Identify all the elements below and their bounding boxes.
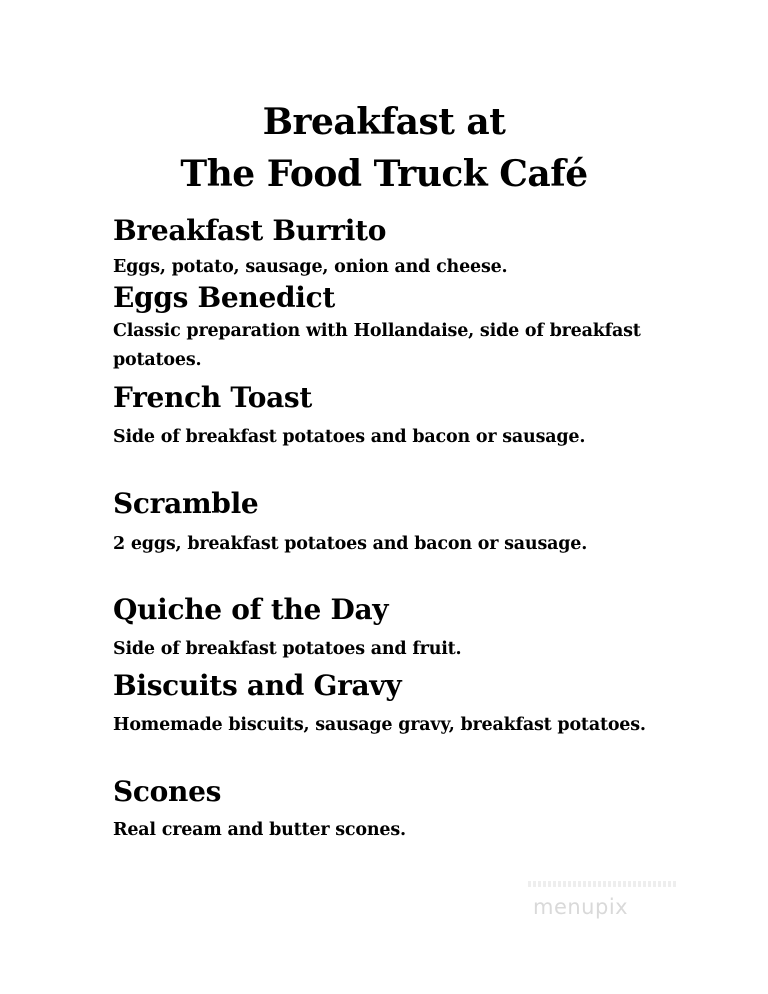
menu-item-name: Scramble (113, 487, 259, 520)
watermark: menupix (533, 895, 629, 919)
menu-item-name: Quiche of the Day (113, 593, 389, 626)
menu-item-description: Side of breakfast potatoes and fruit. (113, 639, 462, 659)
menu-title (0, 96, 768, 200)
menu-item-description: Eggs, potato, sausage, onion and cheese. (113, 257, 508, 277)
menu-item-name: Eggs Benedict (113, 281, 335, 314)
menu-title-line-1: Breakfast at (262, 101, 506, 143)
menu-item-name: Breakfast Burrito (113, 214, 387, 247)
menu-item-description: Real cream and butter scones. (113, 820, 406, 840)
menu-item-description: 2 eggs, breakfast potatoes and bacon or sausage. (113, 534, 588, 554)
menu-item-description: Classic preparation with Hollandaise, side of breakfast potatoes. (113, 321, 641, 370)
menu-item-name: French Toast (113, 381, 313, 414)
menu-title-line-2: The Food Truck Café (180, 153, 588, 195)
watermark-decoration (528, 881, 678, 887)
menu-item-name: Biscuits and Gravy (113, 669, 402, 702)
menu-item-description: Homemade biscuits, sausage gravy, breakfast potatoes. (113, 715, 646, 735)
menu-item-description: Side of breakfast potatoes and bacon or sausage. (113, 427, 586, 447)
menu-item-name: Scones (113, 775, 222, 808)
